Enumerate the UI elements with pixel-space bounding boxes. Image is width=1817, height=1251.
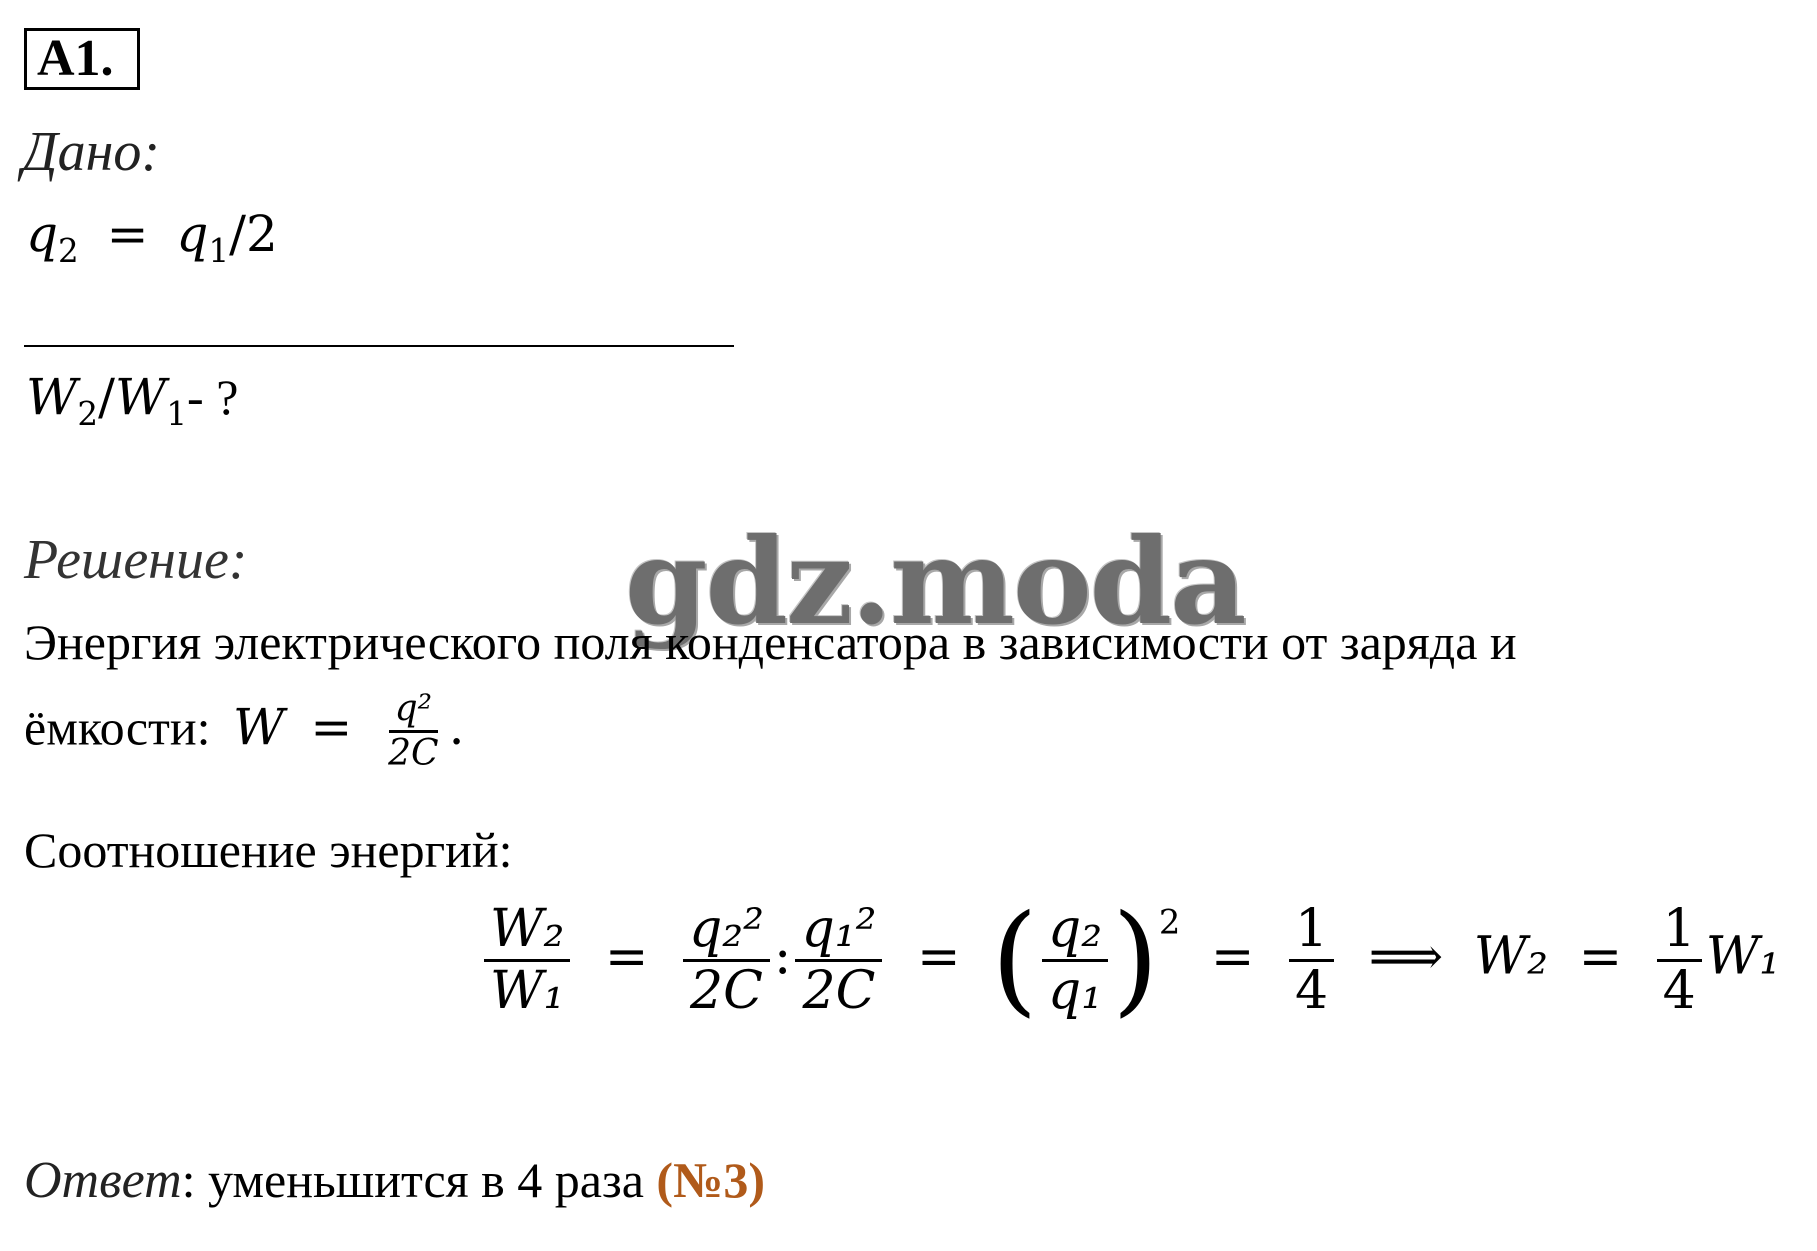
solution-heading: Решение: [24, 529, 248, 591]
capacity-label: ёмкости: [24, 699, 211, 756]
energy-fraction: $\frac{\text{q²}}{2C}$ [388, 688, 439, 774]
answer-number: (№3) [656, 1152, 765, 1208]
task-number: A1. [24, 28, 140, 90]
given-condition: $q_2 = q_1/2$ [26, 205, 278, 270]
answer-text: уменьшится в 4 раза [208, 1152, 644, 1208]
find-quantity: $W_2/W_1-$ ? [26, 368, 239, 433]
given-divider [24, 345, 734, 347]
solution-line-1: Энергия электрического поля конденсатора в зависимости от заряда и [24, 614, 1517, 670]
solution-line-2 [24, 690, 465, 773]
answer-line: Ответ: уменьшится в 4 раза (№3) [24, 1152, 765, 1209]
energy-formula: W = $\frac{\text{q²}}{2C}$ . [233, 688, 465, 774]
ratio-formula: $\frac{\text{W₂}}{\text{W₁}}$ = $\frac{\text{q₂²}}{2C}$ : $\frac{\text{q₁²}}{2C}$ = ( $\frac{\text{q₂}}{\text{q₁}}$ )$^2$ = $\frac{1}{4}$ ⟹ W₂ = $\frac{1}{4}$ W₁ [480, 900, 1780, 1020]
given-heading: Дано: [22, 121, 161, 183]
answer-heading: Ответ [24, 1152, 182, 1209]
ratio-heading: Соотношение энергий: [24, 822, 513, 878]
watermark-logo: gdz.moda [625, 512, 1245, 651]
